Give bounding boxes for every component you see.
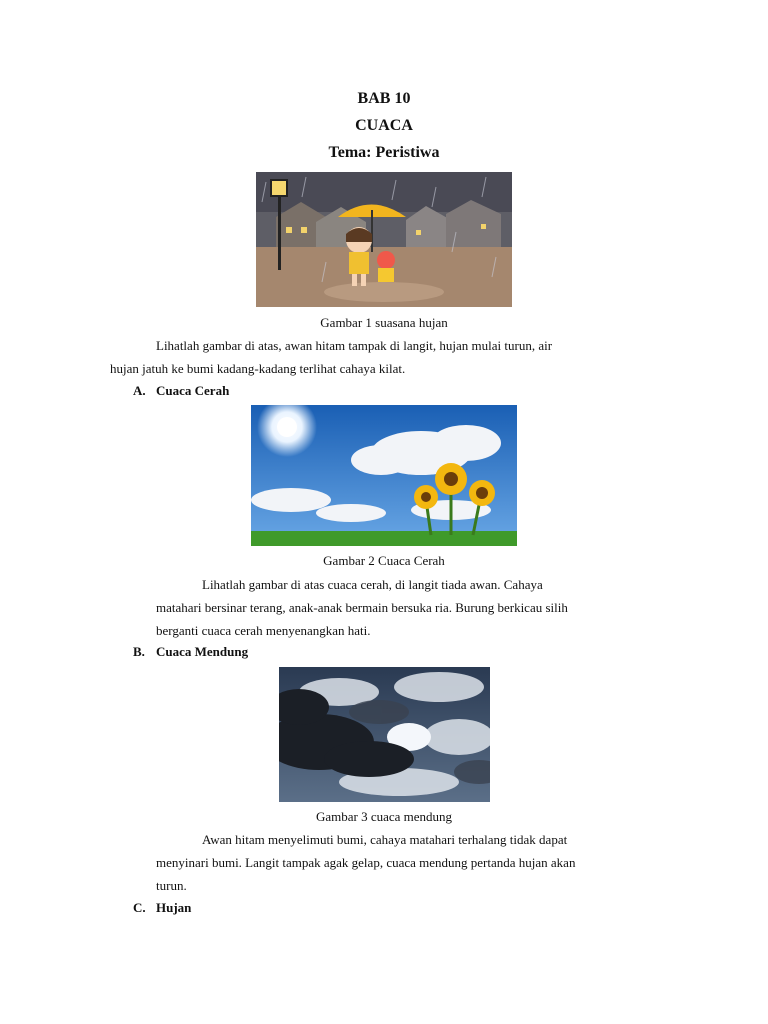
section-b-line-2: menyinari bumi. Langit tampak agak gelap, cuaca mendung pertanda hujan akan — [156, 855, 576, 870]
section-c-heading — [133, 900, 191, 916]
section-b-letter: B. — [133, 644, 145, 659]
cloudy-sky-photo — [279, 667, 490, 802]
section-a-letter: A. — [133, 383, 146, 398]
figure-3-caption: Gambar 3 cuaca mendung — [315, 809, 453, 824]
section-b-line-3: turun. — [156, 878, 187, 893]
section-c-letter: C. — [133, 900, 146, 915]
intro-line-2: hujan jatuh ke bumi kadang-kadang terlihat cahaya kilat. — [110, 361, 406, 376]
theme-heading: Tema: Peristiwa — [328, 144, 440, 161]
section-b-heading — [133, 644, 248, 660]
chapter-title: CUACA — [355, 117, 413, 134]
sunny-sky-sunflowers-photo — [251, 405, 517, 546]
section-a-line-2: matahari bersinar terang, anak-anak bermain bersuka ria. Burung berkicau silih — [156, 600, 568, 615]
section-b-title: Cuaca Mendung — [156, 644, 249, 659]
figure-2-caption: Gambar 2 Cuaca Cerah — [323, 553, 445, 568]
section-a-paragraph — [156, 573, 658, 642]
rain-scene-illustration — [256, 172, 512, 307]
section-a-line-3: berganti cuaca cerah menyenangkan hati. — [156, 623, 371, 638]
section-b-line-1: Awan hitam menyelimuti bumi, cahaya matahari terhalang tidak dapat — [202, 832, 568, 847]
section-b-paragraph — [156, 828, 658, 897]
section-a-heading — [133, 383, 229, 399]
section-a-line-1: Lihatlah gambar di atas cuaca cerah, di langit tiada awan. Cahaya — [202, 577, 543, 592]
intro-line-1: Lihatlah gambar di atas, awan hitam tampak di langit, hujan mulai turun, air — [156, 338, 553, 353]
chapter-number: BAB 10 — [357, 90, 411, 107]
intro-paragraph — [110, 334, 658, 380]
section-c-title: Hujan — [156, 900, 192, 915]
figure-1-caption: Gambar 1 suasana hujan — [320, 315, 448, 330]
section-a-title: Cuaca Cerah — [156, 383, 230, 398]
